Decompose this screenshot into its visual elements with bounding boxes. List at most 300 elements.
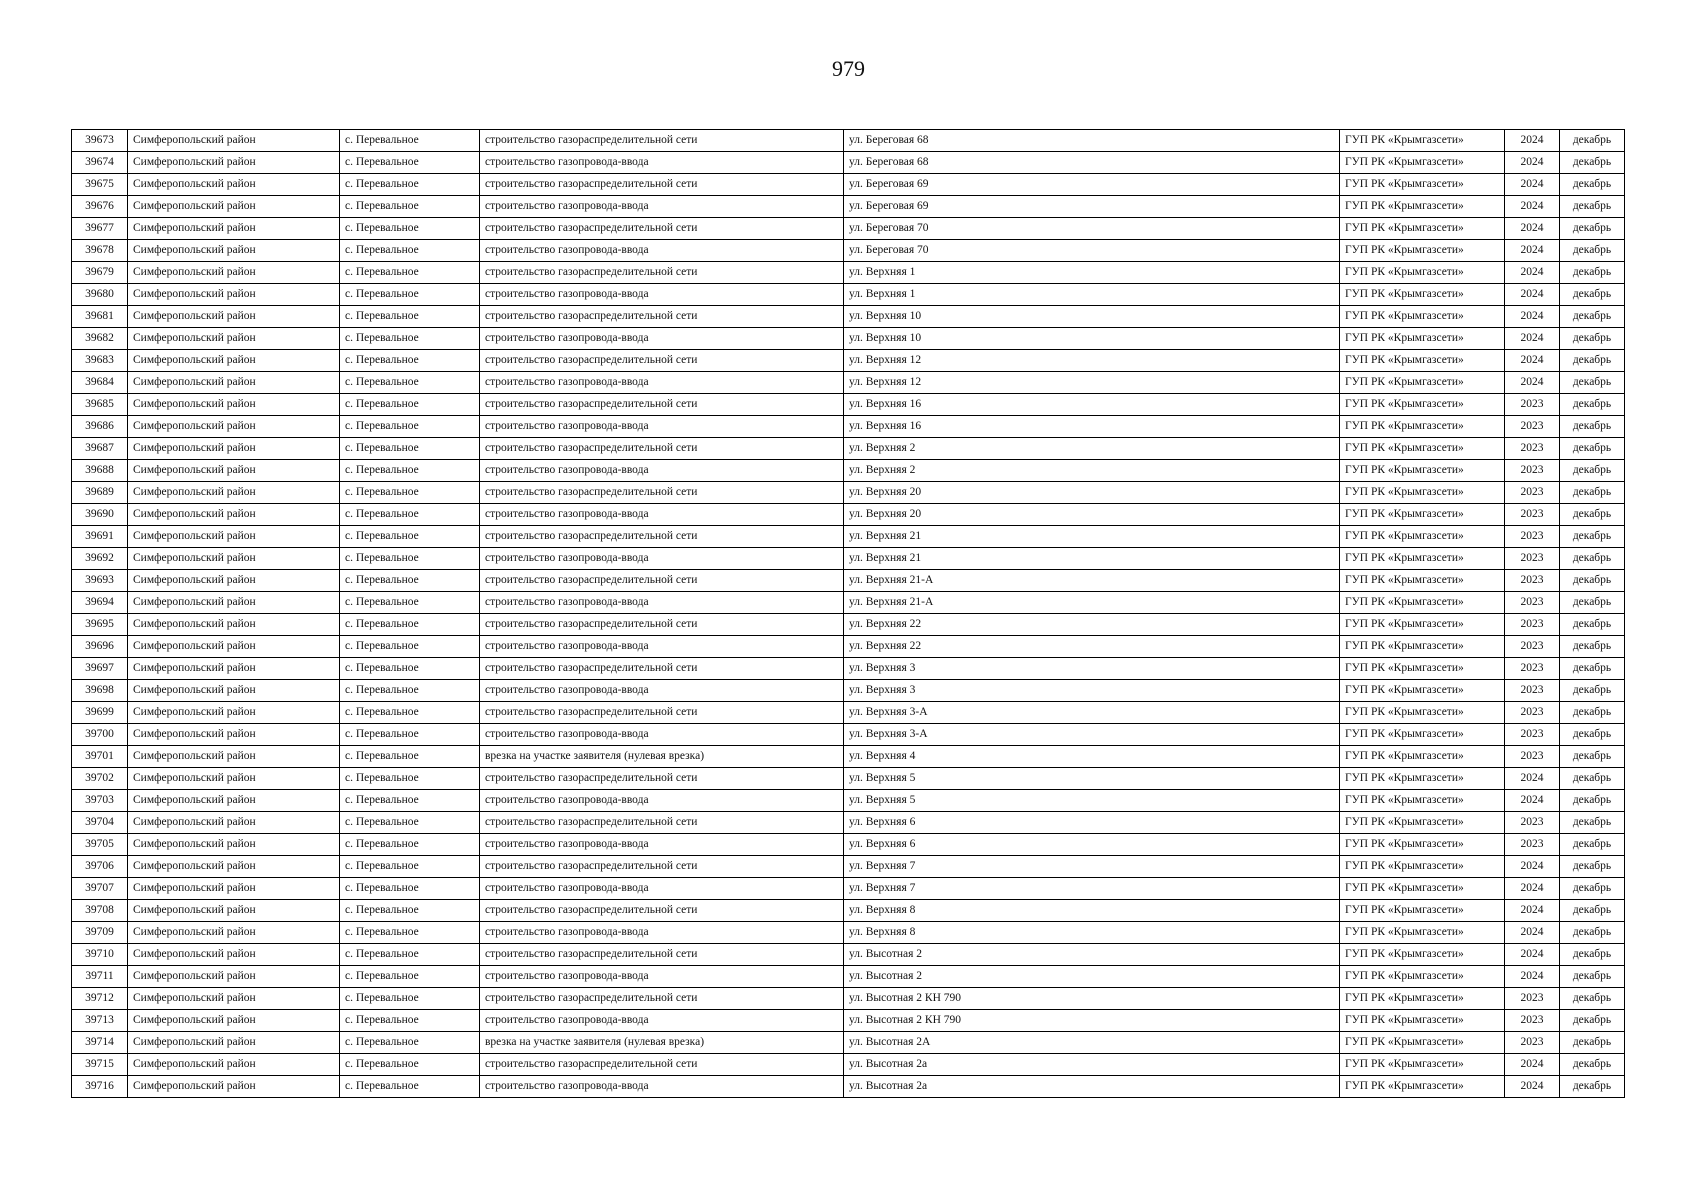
- table-row: [72, 306, 1625, 328]
- month-cell: декабрь: [1560, 812, 1625, 834]
- month-cell: декабрь: [1560, 306, 1625, 328]
- district-cell: Симферопольский район: [128, 570, 340, 592]
- year-cell: 2024: [1505, 152, 1560, 174]
- settlement-cell: с. Перевальное: [340, 1076, 480, 1098]
- address-cell: ул. Высотная 2: [844, 966, 1340, 988]
- address-cell: ул. Верхняя 12: [844, 372, 1340, 394]
- settlement-cell: с. Перевальное: [340, 262, 480, 284]
- table-row: [72, 680, 1625, 702]
- table-row: [72, 812, 1625, 834]
- address-cell: ул. Верхняя 16: [844, 394, 1340, 416]
- organization-cell: ГУП РК «Крымгазсети»: [1340, 988, 1505, 1010]
- work-type-cell: строительство газопровода-ввода: [480, 790, 844, 812]
- register-body: [72, 130, 1625, 1098]
- settlement-cell: с. Перевальное: [340, 482, 480, 504]
- district-cell: Симферопольский район: [128, 614, 340, 636]
- year-cell: 2024: [1505, 790, 1560, 812]
- year-cell: 2024: [1505, 922, 1560, 944]
- address-cell: ул. Верхняя 10: [844, 328, 1340, 350]
- table-row: [72, 790, 1625, 812]
- settlement-cell: с. Перевальное: [340, 240, 480, 262]
- settlement-cell: с. Перевальное: [340, 768, 480, 790]
- settlement-cell: с. Перевальное: [340, 372, 480, 394]
- organization-cell: ГУП РК «Крымгазсети»: [1340, 240, 1505, 262]
- table-row: [72, 878, 1625, 900]
- address-cell: ул. Высотная 2А: [844, 1032, 1340, 1054]
- year-cell: 2023: [1505, 636, 1560, 658]
- year-cell: 2024: [1505, 944, 1560, 966]
- settlement-cell: с. Перевальное: [340, 438, 480, 460]
- district-cell: Симферопольский район: [128, 922, 340, 944]
- month-cell: декабрь: [1560, 1054, 1625, 1076]
- settlement-cell: с. Перевальное: [340, 658, 480, 680]
- work-type-cell: строительство газопровода-ввода: [480, 548, 844, 570]
- district-cell: Симферопольский район: [128, 438, 340, 460]
- address-cell: ул. Верхняя 21-А: [844, 570, 1340, 592]
- work-type-cell: строительство газопровода-ввода: [480, 416, 844, 438]
- work-type-cell: строительство газораспределительной сети: [480, 350, 844, 372]
- address-cell: ул. Высотная 2: [844, 944, 1340, 966]
- year-cell: 2024: [1505, 372, 1560, 394]
- work-type-cell: строительство газораспределительной сети: [480, 614, 844, 636]
- organization-cell: ГУП РК «Крымгазсети»: [1340, 724, 1505, 746]
- year-cell: 2023: [1505, 416, 1560, 438]
- table-row: [72, 724, 1625, 746]
- row-number-cell: 39675: [72, 174, 128, 196]
- month-cell: декабрь: [1560, 218, 1625, 240]
- year-cell: 2023: [1505, 812, 1560, 834]
- organization-cell: ГУП РК «Крымгазсети»: [1340, 812, 1505, 834]
- month-cell: декабрь: [1560, 790, 1625, 812]
- row-number-cell: 39701: [72, 746, 128, 768]
- year-cell: 2023: [1505, 548, 1560, 570]
- district-cell: Симферопольский район: [128, 218, 340, 240]
- table-row: [72, 570, 1625, 592]
- year-cell: 2023: [1505, 526, 1560, 548]
- table-row: [72, 944, 1625, 966]
- work-type-cell: строительство газораспределительной сети: [480, 394, 844, 416]
- district-cell: Симферопольский район: [128, 284, 340, 306]
- year-cell: 2024: [1505, 218, 1560, 240]
- district-cell: Симферопольский район: [128, 1076, 340, 1098]
- settlement-cell: с. Перевальное: [340, 900, 480, 922]
- row-number-cell: 39700: [72, 724, 128, 746]
- settlement-cell: с. Перевальное: [340, 790, 480, 812]
- row-number-cell: 39673: [72, 130, 128, 152]
- work-type-cell: врезка на участке заявителя (нулевая врезка): [480, 746, 844, 768]
- month-cell: декабрь: [1560, 284, 1625, 306]
- year-cell: 2023: [1505, 482, 1560, 504]
- row-number-cell: 39697: [72, 658, 128, 680]
- year-cell: 2023: [1505, 1010, 1560, 1032]
- settlement-cell: с. Перевальное: [340, 592, 480, 614]
- district-cell: Симферопольский район: [128, 988, 340, 1010]
- year-cell: 2023: [1505, 504, 1560, 526]
- work-type-cell: строительство газопровода-ввода: [480, 724, 844, 746]
- organization-cell: ГУП РК «Крымгазсети»: [1340, 592, 1505, 614]
- month-cell: декабрь: [1560, 482, 1625, 504]
- work-type-cell: строительство газопровода-ввода: [480, 922, 844, 944]
- month-cell: декабрь: [1560, 130, 1625, 152]
- district-cell: Симферопольский район: [128, 482, 340, 504]
- table-row: [72, 922, 1625, 944]
- district-cell: Симферопольский район: [128, 350, 340, 372]
- organization-cell: ГУП РК «Крымгазсети»: [1340, 218, 1505, 240]
- row-number-cell: 39693: [72, 570, 128, 592]
- settlement-cell: с. Перевальное: [340, 856, 480, 878]
- work-type-cell: строительство газопровода-ввода: [480, 460, 844, 482]
- address-cell: ул. Верхняя 21: [844, 526, 1340, 548]
- row-number-cell: 39679: [72, 262, 128, 284]
- organization-cell: ГУП РК «Крымгазсети»: [1340, 416, 1505, 438]
- work-type-cell: строительство газопровода-ввода: [480, 878, 844, 900]
- address-cell: ул. Верхняя 21-А: [844, 592, 1340, 614]
- row-number-cell: 39708: [72, 900, 128, 922]
- settlement-cell: с. Перевальное: [340, 350, 480, 372]
- settlement-cell: с. Перевальное: [340, 922, 480, 944]
- address-cell: ул. Верхняя 1: [844, 262, 1340, 284]
- organization-cell: ГУП РК «Крымгазсети»: [1340, 482, 1505, 504]
- address-cell: ул. Верхняя 2: [844, 460, 1340, 482]
- district-cell: Симферопольский район: [128, 394, 340, 416]
- month-cell: декабрь: [1560, 922, 1625, 944]
- month-cell: декабрь: [1560, 570, 1625, 592]
- work-type-cell: строительство газопровода-ввода: [480, 372, 844, 394]
- month-cell: декабрь: [1560, 372, 1625, 394]
- address-cell: ул. Верхняя 7: [844, 856, 1340, 878]
- address-cell: ул. Верхняя 2: [844, 438, 1340, 460]
- month-cell: декабрь: [1560, 1032, 1625, 1054]
- table-row: [72, 460, 1625, 482]
- district-cell: Симферопольский район: [128, 130, 340, 152]
- month-cell: декабрь: [1560, 746, 1625, 768]
- district-cell: Симферопольский район: [128, 746, 340, 768]
- month-cell: декабрь: [1560, 724, 1625, 746]
- organization-cell: ГУП РК «Крымгазсети»: [1340, 262, 1505, 284]
- address-cell: ул. Верхняя 3-А: [844, 702, 1340, 724]
- month-cell: декабрь: [1560, 262, 1625, 284]
- address-cell: ул. Береговая 68: [844, 130, 1340, 152]
- work-type-cell: строительство газопровода-ввода: [480, 834, 844, 856]
- month-cell: декабрь: [1560, 614, 1625, 636]
- organization-cell: ГУП РК «Крымгазсети»: [1340, 1010, 1505, 1032]
- table-row: [72, 130, 1625, 152]
- year-cell: 2024: [1505, 130, 1560, 152]
- settlement-cell: с. Перевальное: [340, 1032, 480, 1054]
- settlement-cell: с. Перевальное: [340, 218, 480, 240]
- work-type-cell: строительство газораспределительной сети: [480, 306, 844, 328]
- address-cell: ул. Верхняя 3-А: [844, 724, 1340, 746]
- settlement-cell: с. Перевальное: [340, 1054, 480, 1076]
- settlement-cell: с. Перевальное: [340, 944, 480, 966]
- work-type-cell: строительство газопровода-ввода: [480, 328, 844, 350]
- address-cell: ул. Верхняя 8: [844, 900, 1340, 922]
- work-type-cell: строительство газопровода-ввода: [480, 284, 844, 306]
- settlement-cell: с. Перевальное: [340, 526, 480, 548]
- table-row: [72, 768, 1625, 790]
- month-cell: декабрь: [1560, 548, 1625, 570]
- district-cell: Симферопольский район: [128, 724, 340, 746]
- organization-cell: ГУП РК «Крымгазсети»: [1340, 284, 1505, 306]
- month-cell: декабрь: [1560, 636, 1625, 658]
- table-row: [72, 526, 1625, 548]
- row-number-cell: 39702: [72, 768, 128, 790]
- row-number-cell: 39705: [72, 834, 128, 856]
- organization-cell: ГУП РК «Крымгазсети»: [1340, 196, 1505, 218]
- month-cell: декабрь: [1560, 328, 1625, 350]
- work-type-cell: строительство газораспределительной сети: [480, 526, 844, 548]
- year-cell: 2023: [1505, 680, 1560, 702]
- row-number-cell: 39681: [72, 306, 128, 328]
- year-cell: 2024: [1505, 878, 1560, 900]
- address-cell: ул. Верхняя 7: [844, 878, 1340, 900]
- month-cell: декабрь: [1560, 1010, 1625, 1032]
- month-cell: декабрь: [1560, 174, 1625, 196]
- district-cell: Симферопольский район: [128, 240, 340, 262]
- district-cell: Симферопольский район: [128, 174, 340, 196]
- address-cell: ул. Высотная 2а: [844, 1076, 1340, 1098]
- table-row: [72, 284, 1625, 306]
- organization-cell: ГУП РК «Крымгазсети»: [1340, 944, 1505, 966]
- settlement-cell: с. Перевальное: [340, 174, 480, 196]
- address-cell: ул. Береговая 68: [844, 152, 1340, 174]
- settlement-cell: с. Перевальное: [340, 988, 480, 1010]
- address-cell: ул. Верхняя 16: [844, 416, 1340, 438]
- settlement-cell: с. Перевальное: [340, 306, 480, 328]
- address-cell: ул. Верхняя 8: [844, 922, 1340, 944]
- month-cell: декабрь: [1560, 966, 1625, 988]
- table-row: [72, 636, 1625, 658]
- month-cell: декабрь: [1560, 240, 1625, 262]
- year-cell: 2023: [1505, 394, 1560, 416]
- row-number-cell: 39709: [72, 922, 128, 944]
- table-row: [72, 614, 1625, 636]
- year-cell: 2024: [1505, 966, 1560, 988]
- district-cell: Симферопольский район: [128, 856, 340, 878]
- table-row: [72, 834, 1625, 856]
- organization-cell: ГУП РК «Крымгазсети»: [1340, 548, 1505, 570]
- year-cell: 2023: [1505, 834, 1560, 856]
- row-number-cell: 39678: [72, 240, 128, 262]
- address-cell: ул. Верхняя 20: [844, 482, 1340, 504]
- settlement-cell: с. Перевальное: [340, 834, 480, 856]
- organization-cell: ГУП РК «Крымгазсети»: [1340, 658, 1505, 680]
- organization-cell: ГУП РК «Крымгазсети»: [1340, 460, 1505, 482]
- district-cell: Симферопольский район: [128, 592, 340, 614]
- table-row: [72, 350, 1625, 372]
- table-row: [72, 548, 1625, 570]
- district-cell: Симферопольский район: [128, 328, 340, 350]
- address-cell: ул. Береговая 69: [844, 174, 1340, 196]
- organization-cell: ГУП РК «Крымгазсети»: [1340, 680, 1505, 702]
- address-cell: ул. Береговая 70: [844, 218, 1340, 240]
- district-cell: Симферопольский район: [128, 416, 340, 438]
- table-row: [72, 856, 1625, 878]
- settlement-cell: с. Перевальное: [340, 680, 480, 702]
- row-number-cell: 39690: [72, 504, 128, 526]
- settlement-cell: с. Перевальное: [340, 724, 480, 746]
- row-number-cell: 39714: [72, 1032, 128, 1054]
- month-cell: декабрь: [1560, 768, 1625, 790]
- address-cell: ул. Верхняя 20: [844, 504, 1340, 526]
- settlement-cell: с. Перевальное: [340, 196, 480, 218]
- organization-cell: ГУП РК «Крымгазсети»: [1340, 768, 1505, 790]
- district-cell: Симферопольский район: [128, 702, 340, 724]
- year-cell: 2024: [1505, 284, 1560, 306]
- table-row: [72, 372, 1625, 394]
- work-type-cell: строительство газораспределительной сети: [480, 262, 844, 284]
- address-cell: ул. Верхняя 5: [844, 790, 1340, 812]
- table-row: [72, 1032, 1625, 1054]
- work-type-cell: строительство газопровода-ввода: [480, 636, 844, 658]
- district-cell: Симферопольский район: [128, 460, 340, 482]
- address-cell: ул. Верхняя 6: [844, 834, 1340, 856]
- district-cell: Симферопольский район: [128, 636, 340, 658]
- district-cell: Симферопольский район: [128, 768, 340, 790]
- settlement-cell: с. Перевальное: [340, 416, 480, 438]
- settlement-cell: с. Перевальное: [340, 152, 480, 174]
- address-cell: ул. Береговая 69: [844, 196, 1340, 218]
- row-number-cell: 39704: [72, 812, 128, 834]
- month-cell: декабрь: [1560, 856, 1625, 878]
- district-cell: Симферопольский район: [128, 878, 340, 900]
- work-type-cell: строительство газораспределительной сети: [480, 174, 844, 196]
- organization-cell: ГУП РК «Крымгазсети»: [1340, 702, 1505, 724]
- year-cell: 2024: [1505, 328, 1560, 350]
- district-cell: Симферопольский район: [128, 196, 340, 218]
- work-type-cell: строительство газораспределительной сети: [480, 658, 844, 680]
- settlement-cell: с. Перевальное: [340, 504, 480, 526]
- district-cell: Симферопольский район: [128, 306, 340, 328]
- settlement-cell: с. Перевальное: [340, 614, 480, 636]
- address-cell: ул. Верхняя 4: [844, 746, 1340, 768]
- row-number-cell: 39707: [72, 878, 128, 900]
- work-type-cell: строительство газораспределительной сети: [480, 218, 844, 240]
- organization-cell: ГУП РК «Крымгазсети»: [1340, 1054, 1505, 1076]
- row-number-cell: 39682: [72, 328, 128, 350]
- row-number-cell: 39674: [72, 152, 128, 174]
- table-row: [72, 746, 1625, 768]
- settlement-cell: с. Перевальное: [340, 394, 480, 416]
- year-cell: 2023: [1505, 702, 1560, 724]
- month-cell: декабрь: [1560, 592, 1625, 614]
- table-row: [72, 482, 1625, 504]
- month-cell: декабрь: [1560, 944, 1625, 966]
- month-cell: декабрь: [1560, 900, 1625, 922]
- month-cell: декабрь: [1560, 680, 1625, 702]
- year-cell: 2023: [1505, 592, 1560, 614]
- year-cell: 2024: [1505, 1054, 1560, 1076]
- work-type-cell: строительство газопровода-ввода: [480, 504, 844, 526]
- year-cell: 2024: [1505, 900, 1560, 922]
- settlement-cell: с. Перевальное: [340, 460, 480, 482]
- work-type-cell: строительство газопровода-ввода: [480, 1010, 844, 1032]
- year-cell: 2024: [1505, 196, 1560, 218]
- organization-cell: ГУП РК «Крымгазсети»: [1340, 878, 1505, 900]
- row-number-cell: 39715: [72, 1054, 128, 1076]
- row-number-cell: 39683: [72, 350, 128, 372]
- row-number-cell: 39692: [72, 548, 128, 570]
- address-cell: ул. Верхняя 1: [844, 284, 1340, 306]
- work-type-cell: строительство газораспределительной сети: [480, 812, 844, 834]
- district-cell: Симферопольский район: [128, 262, 340, 284]
- year-cell: 2024: [1505, 174, 1560, 196]
- address-cell: ул. Верхняя 12: [844, 350, 1340, 372]
- settlement-cell: с. Перевальное: [340, 284, 480, 306]
- address-cell: ул. Верхняя 3: [844, 658, 1340, 680]
- work-type-cell: врезка на участке заявителя (нулевая врезка): [480, 1032, 844, 1054]
- row-number-cell: 39688: [72, 460, 128, 482]
- month-cell: декабрь: [1560, 196, 1625, 218]
- table-row: [72, 174, 1625, 196]
- row-number-cell: 39691: [72, 526, 128, 548]
- year-cell: 2023: [1505, 658, 1560, 680]
- district-cell: Симферопольский район: [128, 658, 340, 680]
- work-type-cell: строительство газопровода-ввода: [480, 240, 844, 262]
- district-cell: Симферопольский район: [128, 372, 340, 394]
- address-cell: ул. Верхняя 5: [844, 768, 1340, 790]
- organization-cell: ГУП РК «Крымгазсети»: [1340, 790, 1505, 812]
- page-number: 979: [832, 56, 865, 81]
- settlement-cell: с. Перевальное: [340, 328, 480, 350]
- month-cell: декабрь: [1560, 834, 1625, 856]
- settlement-cell: с. Перевальное: [340, 636, 480, 658]
- year-cell: 2023: [1505, 1032, 1560, 1054]
- month-cell: декабрь: [1560, 152, 1625, 174]
- address-cell: ул. Верхняя 3: [844, 680, 1340, 702]
- organization-cell: ГУП РК «Крымгазсети»: [1340, 1076, 1505, 1098]
- work-type-cell: строительство газораспределительной сети: [480, 438, 844, 460]
- organization-cell: ГУП РК «Крымгазсети»: [1340, 1032, 1505, 1054]
- row-number-cell: 39696: [72, 636, 128, 658]
- address-cell: ул. Верхняя 6: [844, 812, 1340, 834]
- month-cell: декабрь: [1560, 416, 1625, 438]
- register-table: [71, 129, 1625, 1098]
- month-cell: декабрь: [1560, 438, 1625, 460]
- year-cell: 2024: [1505, 240, 1560, 262]
- table-row: [72, 1076, 1625, 1098]
- row-number-cell: 39677: [72, 218, 128, 240]
- address-cell: ул. Высотная 2а: [844, 1054, 1340, 1076]
- month-cell: декабрь: [1560, 878, 1625, 900]
- work-type-cell: строительство газораспределительной сети: [480, 702, 844, 724]
- year-cell: 2024: [1505, 262, 1560, 284]
- row-number-cell: 39695: [72, 614, 128, 636]
- year-cell: 2024: [1505, 1076, 1560, 1098]
- year-cell: 2024: [1505, 768, 1560, 790]
- table-row: [72, 988, 1625, 1010]
- organization-cell: ГУП РК «Крымгазсети»: [1340, 636, 1505, 658]
- organization-cell: ГУП РК «Крымгазсети»: [1340, 372, 1505, 394]
- organization-cell: ГУП РК «Крымгазсети»: [1340, 746, 1505, 768]
- address-cell: ул. Высотная 2 КН 790: [844, 1010, 1340, 1032]
- work-type-cell: строительство газораспределительной сети: [480, 1054, 844, 1076]
- organization-cell: ГУП РК «Крымгазсети»: [1340, 174, 1505, 196]
- organization-cell: ГУП РК «Крымгазсети»: [1340, 834, 1505, 856]
- district-cell: Симферопольский район: [128, 504, 340, 526]
- organization-cell: ГУП РК «Крымгазсети»: [1340, 570, 1505, 592]
- settlement-cell: с. Перевальное: [340, 878, 480, 900]
- row-number-cell: 39716: [72, 1076, 128, 1098]
- district-cell: Симферопольский район: [128, 900, 340, 922]
- work-type-cell: строительство газопровода-ввода: [480, 680, 844, 702]
- row-number-cell: 39694: [72, 592, 128, 614]
- settlement-cell: с. Перевальное: [340, 130, 480, 152]
- row-number-cell: 39706: [72, 856, 128, 878]
- row-number-cell: 39686: [72, 416, 128, 438]
- month-cell: декабрь: [1560, 460, 1625, 482]
- district-cell: Симферопольский район: [128, 1054, 340, 1076]
